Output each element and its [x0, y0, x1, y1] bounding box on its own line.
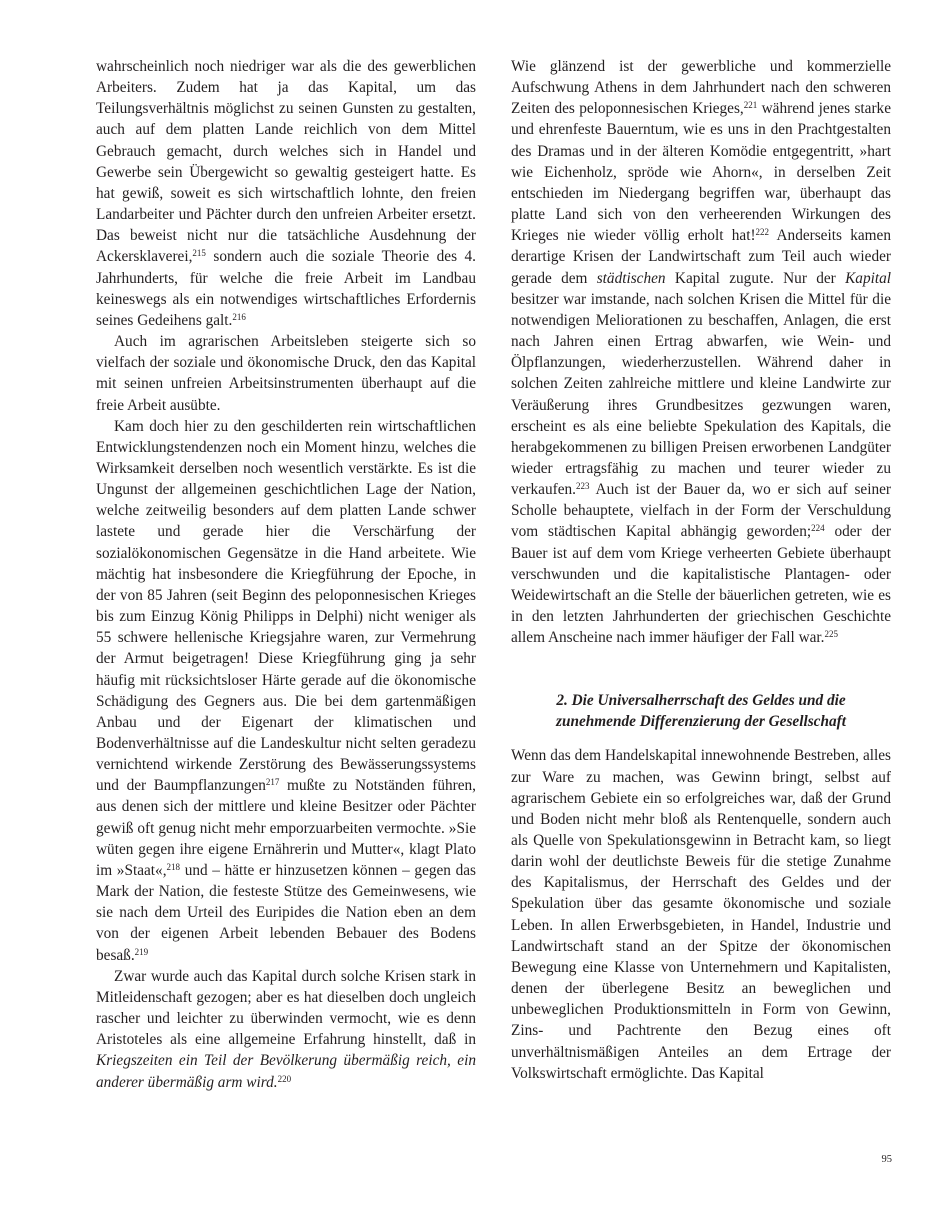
- footnote-ref: 219: [134, 946, 149, 957]
- page-number: 95: [881, 1154, 892, 1165]
- footnote-ref: 222: [755, 227, 770, 238]
- italic-emphasis: städtischen: [596, 269, 666, 287]
- section-heading-line: zunehmende Differenzierung der Gesellschaft: [556, 713, 846, 731]
- footnote-ref: 217: [265, 777, 280, 788]
- section-heading: [511, 690, 891, 732]
- footnote-ref: 221: [743, 100, 758, 111]
- footnote-ref: 225: [824, 629, 838, 640]
- footnote-ref: 224: [811, 523, 825, 534]
- paragraph: Wenn das dem Handelskapital innewohnende Bestreben, alles zur Ware zu machen, was Gewinn bringt, selbst auf agrarischem Gebiete ein so erfolgreiches war, daß der Grund und Boden nicht mehr bloß als Rentenquelle, sondern auch als Quelle von Spekulationsgewinn in Betracht kam, so liegt darin wohl der deutlichste Beweis für die stetige Zunahme des Kapitalismus, der Herrschaft des Geldes und der Spekulation über das gesamte ökonomische und soziale Leben. In allen Erwerbsgebieten, in Handel, Industrie und Landwirtschaft stand an der Spitze der ökonomischen Bewegung eine Klasse von Unternehmern und Kapitalisten, denen der überlegene Besitz an beweglichen und unbeweglichen Produktionsmitteln in Form von Gewinn, Zins- und Pachtrente den Bezug eines oft unverhältnismäßigen Anteiles an dem Ertrage der Volkswirtschaft ermöglichte. Das Kapital: [511, 747, 891, 1082]
- italic-emphasis: Kapital: [845, 269, 891, 287]
- italic-emphasis: Kriegszeiten ein Teil der Bevölkerung übermäßig reich, ein anderer übermäßig arm wird.: [96, 1052, 476, 1091]
- paragraph: Zwar wurde auch das Kapital durch solche Krisen stark in Mitleidenschaft gezogen; aber es hat dieselben doch ungleich rascher und leichter zu überwinden vermocht, wie es denn Aristoteles als eine allgemeine Erfahrung hinstellt, daß in Kriegszeiten ein Teil der Bevölkerung übermäßig reich, ein anderer übermäßig arm wird.$^{220}$: [96, 967, 476, 1091]
- paragraph: Wie glänzend ist der gewerbliche und kommerzielle Aufschwung Athens in dem Jahrhundert nach den schweren Zeiten des peloponnesischen Krieges,$^{221}$ während jenes starke und ehrenfeste Bauerntum, wie es uns in den Prachtgestalten des Dramas und in der älteren Komödie entgegentritt, »hart wie Eichenholz, spröde wie Ahorn«, in derselben Zeit entschieden im Niedergang begriffen war, überhaupt das platte Land sich von den verheerenden Wirkungen des Krieges nie wieder völlig erholt hat!$^{222}$ Anderseits kamen derartige Krisen der Landwirtschaft zum Teil auch wieder gerade dem städtischen Kapital zugute. Nur der Kapital besitzer war imstande, nach solchen Krisen die Mittel für die notwendigen Meliorationen zu beschaffen, Anlagen, die erst nach Jahren einen Ertrag abwarfen, wie Wein- und Ölpflanzungen, wiederherzustellen. Während daher in solchen Zeiten zahlreiche mittlere und kleine Landwirte zur Veräußerung ihres Grundbesitzes gezwungen waren, erscheint es als eine beliebte Spekulation des Kapitals, die herabgekommenen zu billigen Preisen erworbenen Landgüter wieder ertragsfähig zu machen und teurer wieder zu verkaufen.$^{223}$ Auch ist der Bauer da, wo er sich auf seiner Scholle behauptete, vielfach in der Form der Verschuldung vom städtischen Kapital abhängig geworden;$^{224}$ oder der Bauer ist auf dem vom Kriege verheerten Gebiete überhaupt verschwunden und die kapitalistische Plantagen- oder Weidewirtschaft an die Stelle der bäuerlichen getreten, wie es in den letzten Jahrhunderten der griechischen Geschichte allem Anscheine nach immer häufiger der Fall war.$^{225}$: [511, 58, 891, 647]
- footnote-ref: 218: [166, 861, 181, 872]
- paragraph: Auch im agrarischen Arbeitsleben steigerte sich so vielfach der soziale und ökonomische Druck, den das Kapital mit seinen unfreien Arbeitsinstrumenten überhaupt auf die freie Arbeit ausübte.: [96, 333, 476, 414]
- section-heading-line: 2. Die Universalherrschaft des Geldes und die: [556, 692, 846, 710]
- right-column: [511, 56, 891, 1084]
- paragraph: Kam doch hier zu den geschilderten rein wirtschaftlichen Entwicklungstendenzen noch ein Moment hinzu, welches die Wirksamkeit derselben noch wesentlich verstärkte. Es ist die Ungunst der allgemeinen geschichtlichen Lage der Nation, welche zeitweilig besonders auf dem platten Lande schwer lastete und gerade hier die Verschärfung der sozialökonomischen Gegensätze in die Hand arbeitete. Wie mächtig hat insbesondere die Kriegführung der Epoche, in der von 85 Jahren (seit Beginn des peloponnesischen Krieges bis zum Einzug König Philipps in Delphi) nicht weniger als 55 schwere hellenische Kriegsjahre waren, zur Vermehrung der Armut beigetragen! Diese Kriegführung ging ja sehr häufig mit rücksichtsloser Härte gerade auf die ökonomische Schädigung des Gegners aus. Die bei dem gartenmäßigen Anbau und der Eigenart der klimatischen und Bodenverhältnisse auf die Landeskultur nicht selten geradezu vernichtend wirkende Zerstörung des Bewässerungssystems und der Baumpflanzungen$^{217}$ mußte zu Notständen führen, aus denen sich der mittlere und kleine Besitzer oder Pächter gewiß oft genug nicht mehr emporzuarbeiten vermochte. »Sie wüten gegen ihre eigene Ernährerin und Mutter«, klagt Plato im »Staat«,$^{218}$ und – hätte er hinzusetzen können – gegen das Mark der Nation, die festeste Stütze des Gemeinwesens, wie sie nach dem Urteil des Euripides die Nation eben an dem von der eigenen Arbeit lebenden Bebauer des Bodens besaß.$^{219}$: [96, 417, 476, 964]
- footnote-ref: 223: [575, 481, 590, 492]
- footnote-ref: 215: [192, 248, 206, 259]
- left-column: [96, 56, 476, 1093]
- footnote-ref: 220: [277, 1073, 292, 1084]
- footnote-ref: 216: [232, 311, 246, 322]
- paragraph: wahrscheinlich noch niedriger war als die des gewerblichen Arbeiters. Zudem hat ja das Kapital, um das Teilungsverhältnis möglichst zu seinen Gunsten zu gestalten, auch auf dem platten Lande reichlich von dem Mittel Gebrauch gemacht, durch welches sich in Handel und Gewerbe sein Übergewicht so gewaltig gesteigert hatte. Es hat gewiß, soweit es sich wirtschaftlich lohnte, den freien Landarbeiter und Pächter durch den unfreien Arbeiter ersetzt. Das beweist nicht nur die tatsächliche Ausdehnung der Ackersklaverei,$^{215}$ sondern auch die soziale Theorie des 4. Jahrhunderts, für welche die freie Arbeit im Landbau keineswegs als ein notwendiges wirtschaftliches Erfordernis seines Gedeihens galt.$^{216}$: [96, 58, 476, 329]
